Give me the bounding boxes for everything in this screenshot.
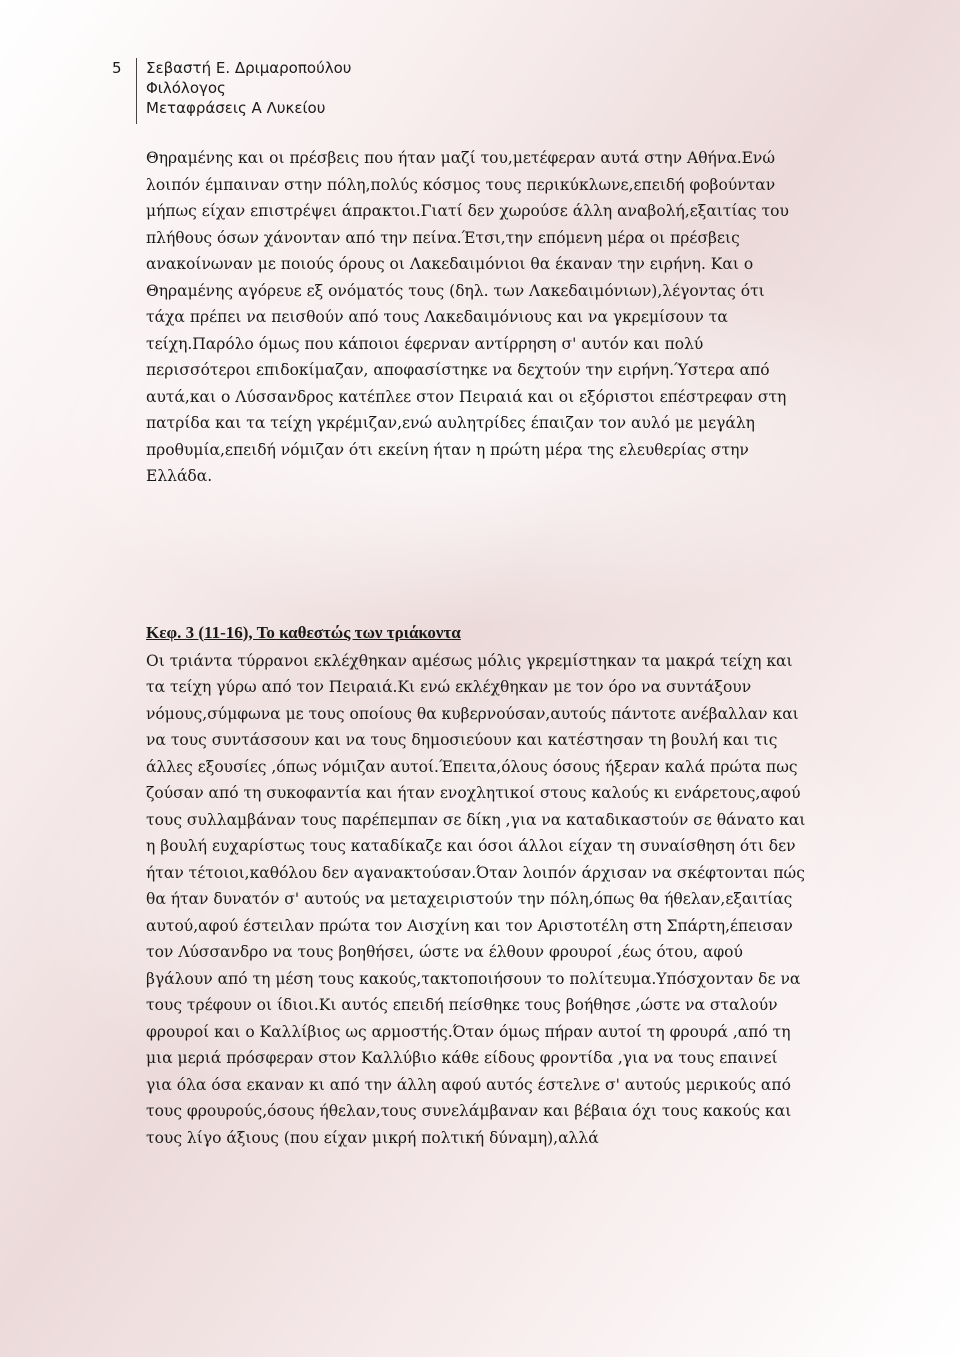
author-name: Σεβαστή Ε. Δριμαροπούλου [146, 59, 352, 77]
header-info [136, 58, 351, 124]
paragraph-1: Θηραμένης και οι πρέσβεις που ήταν μαζί του,μετέφεραν αυτά στην Αθήνα.Ενώ λοιπόν έμπαιναν στην πόλη,πολύς κόσμος τους περικύκλωνε,επειδή φοβούνταν μήπως είχαν επιστρέψει άπρακτοι.Γιατί δεν χωρούσε άλλη αναβολή,εξαιτίας του πλήθους όσων χάνονταν από την πείνα.Έτσι,την επόμενη μέρα οι πρέσβεις ανακοίνωναν με ποιούς όρους οι Λακεδαιμόνιοι θα έκαναν την ειρήνη. Και ο Θηραμένης αγόρευε εξ ονόματός τους (δηλ. των Λακεδαιμόνιων),λέγοντας ότι τάχα πρέπει να πεισθούν από τους Λακεδαιμόνιους και να γκρεμίσουν τα τείχη.Παρόλο όμως που κάποιοι έφερναν αντίρρηση σ' αυτόν και πολύ περισσότεροι επιδοκίμαζαν, αποφασίστηκε να δεχτούν την ειρήνη.Ύστερα από αυτά,και ο Λύσσανδρος κατέπλεε στον Πειραιά και οι εξόριστοι επέστρεφαν στη πατρίδα και τα τείχη γκρέμιζαν,ενώ αυλητρίδες έπαιζαν τον αυλό με μεγάλη προθυμία,επειδή νόμιζαν ότι εκείνη ήταν η πρώτη μέρα της ελευθερίας στην Ελλάδα. [146, 149, 789, 485]
document-body [146, 145, 806, 1151]
document-subject: Μεταφράσεις Α Λυκείου [146, 99, 326, 117]
page-header [112, 58, 351, 124]
section-heading: Κεφ. 3 (11-16), Το καθεστώς των τριάκοντα [146, 622, 461, 642]
author-role: Φιλόλογος [146, 79, 226, 97]
page-number: 5 [112, 59, 122, 77]
paragraph-2: Οι τριάντα τύρρανοι εκλέχθηκαν αμέσως μόλις γκρεμίστηκαν τα μακρά τείχη και τα τείχη γύρω από τον Πειραιά.Κι ενώ εκλέχθηκαν με τον όρο να συντάξουν νόμους,σύμφωνα με τους οποίους θα κυβερνούσαν,αυτούς πάντοτε ανέβαλλαν και να τους συντάσσουν και να τους δημοσιεύουν και κατέστησαν τη βουλή και τις άλλες εξουσίες ,όπως νόμιζαν αυτοί.Έπειτα,όλους όσους ήξεραν καλά πρώτα πως ζούσαν από τη συκοφαντία και ήταν ενοχλητικοί στους καλούς κι ενάρετους,αφού τους συλλαμβάναν τους παρέπεμπαν σε δίκη ,για να καταδικαστούν σε θάνατο και η βουλή ευχαρίστως τους καταδίκαζε και όσοι άλλοι είχαν τη συναίσθηση ότι δεν ήταν τέτοιοι,καθόλου δεν αγανακτούσαν.Όταν λοιπόν άρχισαν να σκέφτονται πώς θα ήταν δυνατόν σ' αυτούς να μεταχειριστούν την πόλη,όπως θα ήθελαν,εξαιτίας αυτού,αφού έστειλαν πρώτα τον Αισχίνη και τον Αριστοτέλη στη Σπάρτη,έπεισαν τον Λύσσανδρο να τους βοηθήσει, ώστε να έλθουν φρουροί ,έως ότου, αφού βγάλουν από τη μέση τους κακούς,τακτοποιήσουν το πολίτευμα.Υπόσχονταν δε να τους τρέφουν οι ίδιοι.Κι αυτός επειδή πείσθηκε τους βοήθησε ,ώστε να σταλούν φρουροί και ο Καλλίβιος ως αρμοστής.Όταν όμως πήραν αυτοί τη φρουρά ,από τη μια μεριά πρόσφεραν στον Καλλύβιο κάθε είδους φροντίδα ,για να τους επαινεί για όλα όσα εκαναν κι από την άλλη αφού αυτός έστελνε σ' αυτούς μερικούς από τους φρουρούς,όσους ήθελαν,τους συνελάμβαναν και βέβαια όχι τους κακούς και τους λίγο άξιους (που είχαν μικρή πολτική δύναμη),αλλά [146, 651, 806, 1147]
